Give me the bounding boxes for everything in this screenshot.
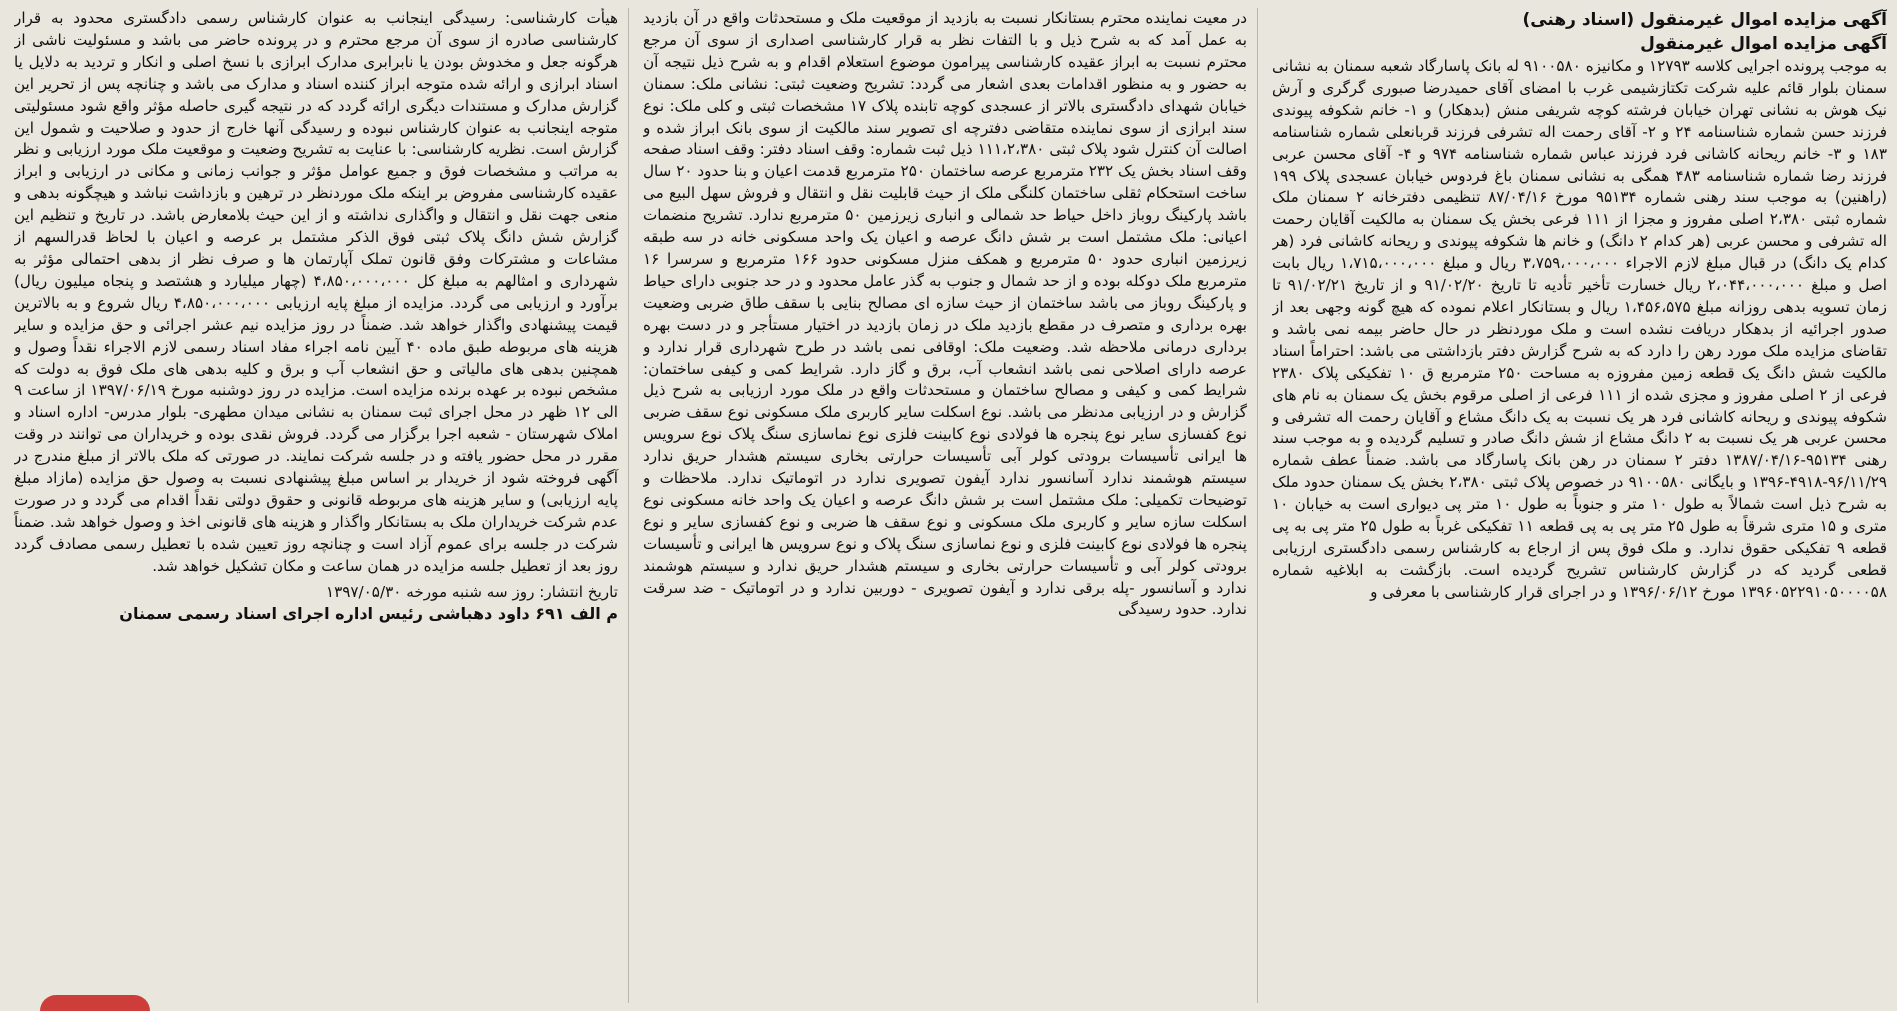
notice-title-secondary: آگهی مزایده اموال غیرمنقول (1640, 34, 1887, 54)
publish-date: تاریخ انتشار: روز سه شنبه مورخه ۱۳۹۷/۰۵/۳۰ (325, 582, 618, 601)
column-middle-text: در معیت نماینده محترم بستانکار نسبت به بازدید از موقعیت ملک و مستحدثات واقع در آن بازدید به عمل آمد که به شرح ذیل و با التفات نظر به قرار کارشناسی اصداری از سوی آن مرجع محترم نسبت به ابراز عقیده کارشناسی پیرامون موضوع استعلام اقدام و به شرح ذیل نتیجه آن به حضور و به منظور اقدامات بعدی اشعار می گردد: تشریح وضعیت ثبتی: نشانی ملک: سمنان خیابان شهدای دادگستری بالاتر از عسجدی کوچه تابنده پلاک ۱۷ مشخصات ثبتی و کلی ملک: نوع سند ابرازی از سوی نماینده متقاضی دفترچه ای تصویر سند مالکیت از سوی بانک ابراز شده و اصالت آن کنترل شود پلاک ثبتی ۱۱۱،۲،۳۸۰ ذیل ثبت شماره: وقف اسناد دفتر: وقف اسناد صفحه وقف اسناد بخش یک ۲۳۲ مترمربع عرصه ساختمان ۲۵۰ مترمربع قدمت اعیان و بنا حدود ۲۰ سال ساخت استحکام ثقلی ساختمان کلنگی ملک از حیث قابلیت نقل و انتقال و فروش سهل البیع می باشد پارکینگ روباز داخل حیاط حد شمالی و انباری زیرزمین ۵۰ مترمربع ندارد. تشریح منضمات اعیانی: ملک مشتمل است بر شش دانگ عرصه و اعیان یک واحد مسکونی خانه در سه طبقه زیرزمین انباری حدود ۵۰ مترمربع و همکف منزل مسکونی حدود ۱۶۶ مترمربع و سرسرا ۱۶ مترمربع ملک دوکله بوده و از حد شمال و جنوب به گذر عامل محدود و در حد جنوبی دارای حیاط و پارکینگ روباز می باشد ساختمان از حیث سازه ای مصالح بنایی با سقف طاق ضربی وضعیت بهره برداری و متصرف در مقطع بازدید ملک در زمان بازدید در اختیار مستأجر و در دست بهره برداری درمانی ملاحظه شد. وضعیت ملک: اوقافی نمی باشد در طرح شهرداری قرار ندارد و عرصه دارای اصلاحی نمی باشد انشعاب آب، برق و گاز دارد. شرایط کمی و کیفی ساختمان: شرایط کمی و کیفی و مصالح ساختمان و مستحدثات واقع در ملک مورد ارزیابی به شرح ذیل گزارش و در ارزیابی مدنظر می باشد. نوع اسکلت سایر کاربری ملک مسکونی نوع سقف ضربی نوع کفسازی سایر نوع پنجره ها فولادی نوع کابینت فلزی نوع نماسازی سنگ پلاک نوع سرویس ها ایرانی تأسیسات برودتی کولر آبی تأسیسات حرارتی بخاری سیستم هشدار حریق ندارد سیستم هوشمند ندارد آسانسور ندارد آیفون تصویری ندارد در اتوماتیک ندارد. ملاحظات و توضیحات تکمیلی: ملک مشتمل است بر شش دانگ عرصه و اعیان یک واحد خانه مسکونی نوع اسکلت سازه سایر و کاربری ملک مسکونی و نوع سقف ها ضربی و نوع کفسازی سایر و نوع پنجره ها فولادی نوع کابینت فلزی و نوع نماسازی سنگ پلاک و نوع سرویس ها ایرانی و تأسیسات برودتی کولر آبی و تأسیسات حرارتی بخاری و سیستم هشدار حریق ندارد و سیستم هوشمند ندارد و آسانسور -پله برقی ندارد و آیفون تصویری - دوربین ندارد و در اتوماتیک - ضد سرقت ندارد. حدود رسیدگی (643, 9, 1248, 619)
column-middle (643, 8, 1258, 1003)
red-stamp-mark (40, 995, 150, 1011)
signature-line: م الف ۶۹۱ داود دهباشی رئیس اداره اجرای اسناد رسمی سمنان (119, 604, 618, 624)
column-left (14, 8, 629, 1003)
column-right-text: به موجب پرونده اجرایی کلاسه ۱۲۷۹۳ و مکانیزه ۹۱۰۰۵۸۰ له بانک پاسارگاد شعبه سمنان به نشانی سمنان بلوار قائم علیه شرکت تکتازشیمی غرب با امضای آقای حمیدرضا صبوری گرگری و آرش نیک هوش به نشانی تهران خیابان فرشته کوچه شریفی منش (بدهکار) و ۱- خانم شکوفه پیوندی فرزند حسن شماره شناسنامه ۲۴ و ۲- آقای رحمت اله تشرفی فرزند قربانعلی شماره شناسنامه ۱۸۳ و ۳- خانم ریحانه کاشانی فرد فرزند عباس شماره شناسنامه ۹۷۴ و ۴- آقای محسن عربی فرزند رضا شماره شناسنامه ۴۸۳ همگی به نشانی سمنان باغ فردوس خیابان عسجدی پلاک ۱۹۹ (راهنین) به موجب سند رهنی شماره ۹۵۱۳۴ مورخ ۸۷/۰۴/۱۶ تنظیمی دفترخانه ۲ سمنان ملک شماره ثبتی ۲،۳۸۰ اصلی مفروز و مجزا از ۱۱۱ فرعی بخش یک سمنان به مالکیت آقایان رحمت اله تشرفی و محسن عربی (هر کدام ۲ دانگ) و خانم ها شکوفه پیوندی و ریحانه کاشانی فرد (هر کدام یک دانگ) در قبال مبلغ لازم الاجراء ۳،۷۵۹،۰۰۰،۰۰۰ ریال و مبلغ ۱،۷۱۵،۰۰۰،۰۰۰ ریال بابت اصل و مبلغ ۲،۰۴۴،۰۰۰،۰۰۰ ریال خسارت تأخیر تأدیه تا تاریخ ۹۱/۰۲/۲۰ و از تاریخ ۹۱/۰۲/۲۱ تا زمان تسویه بدهی روزانه مبلغ ۱،۴۵۶،۵۷۵ ریال و بستانکار اعلام نموده که هیچ گونه وجهی بعد از صدور اجرائیه از بدهکار دریافت نشده است و ملک موردنظر در حال حاضر بیمه نمی باشد و تقاضای مزایده ملک مورد رهن را دارد که به شرح گزارش دفتر بازداشتی می باشد: احتراماً اسناد مالکیت شش دانگ یک قطعه زمین مفروزه به مساحت ۲۵۰ مترمربع ق ۱۰ تفکیکی پلاک ۲۳۸۰ فرعی از ۲ اصلی مفروز و مجزی شده از ۱۱۱ فرعی از اصلی مرقوم بخش یک سمنان به نام های شکوفه پیوندی و ریحانه کاشانی فرد هر یک نسبت به یک دانگ مشاع و آقایان رحمت اله تشرفی و محسن عربی هر یک نسبت به ۲ دانگ مشاع از شش دانگ صادر و تسلیم گردیده و به موجب سند رهنی ۹۵۱۳۴-۱۳۸۷/۰۴/۱۶ دفتر ۲ سمنان در رهن بانک پاسارگاد می باشد. ضمناً عطف شماره ۹۶/۱۱/۲۹-۴۹۱۸-۱۳۹۶ و بایگانی ۹۱۰۰۵۸۰ در خصوص پلاک ثبتی ۲،۳۸۰ بخش یک سمنان حدود ملک به شرح ذیل است شمالاً به طول ۱۰ متر و جنوباً به طول ۱۰ متر پی دیواری است به خیابان ۱۰ متری و ۱۵ متری شرقاً به طول ۲۵ متر پی به پی قطعه ۱۱ تفکیکی غرباً به طول ۲۵ متر پی به پی قطعه ۹ تفکیکی حقوق ندارد. و ملک فوق پس از ارجاع به کارشناس رسمی دادگستری ارزیابی قطعی گردید که در گزارش کارشناس تشریح گردیده است. بازگشت به ابلاغیه شماره ۱۳۹۶۰۵۲۲۹۱۰۵۰۰۰۰۵۸ مورخ ۱۳۹۶/۰۶/۱۲ و در اجرای قرار کارشناسی با معرفی و (1272, 57, 1887, 601)
notice-footer (14, 582, 618, 626)
notice-title-primary: آگهی مزایده اموال غیرمنقول (اسناد رهنی) (1522, 10, 1887, 30)
column-left-text: هیأت کارشناسی: رسیدگی اینجانب به عنوان کارشناس رسمی دادگستری محدود به قرار کارشناسی صادره از سوی آن مرجع محترم و در پرونده حاضر می باشد و مسئولیت ناشی از هرگونه جعل و مخدوش بودن یا نابرابری مدارک ابرازی با نسخ اصلی و انکار و تردید به دلایل یا اسناد ابرازی و ارائه شده متوجه ابراز کننده اسناد و مدارک می باشد و چنانچه پس از تحریر این گزارش مدارک و مستندات دیگری ارائه گردد که در نتیجه گیری حاصله مؤثر واقع شود مسئولیتی متوجه اینجانب به عنوان کارشناس نبوده و رسیدگی آنها خارج از حدود و صلاحیت و شمول این گزارش است. نظریه کارشناسی: با عنایت به تشریح وضعیت و موقعیت ملک مورد ارزیابی و نظر به مراتب و مشخصات فوق و جمیع عوامل مؤثر و جوانب زمانی و مکانی در ارزیابی و ابراز عقیده کارشناسی مفروض بر اینکه ملک موردنظر در ترهین و بازداشت نباشد و هیچگونه بدهی و منعی جهت نقل و انتقال و واگذاری نداشته و از این حیث بلامعارض باشد. در تاریخ و تنظیم این گزارش شش دانگ پلاک ثبتی فوق الذکر مشتمل بر عرصه و اعیان با لحاظ قدرالسهم از مشاعات و مشترکات وفق قانون تملک آپارتمان ها و صرف نظر از بدهی احتمالی مؤثر به شهرداری و امثالهم به مبلغ کل ۴،۸۵۰،۰۰۰،۰۰۰ (چهار میلیارد و هشتصد و پنجاه میلیون ریال) برآورد و ارزیابی می گردد. مزایده از مبلغ پایه ارزیابی ۴،۸۵۰،۰۰۰،۰۰۰ ریال شروع و به بالاترین قیمت پیشنهادی واگذار خواهد شد. ضمناً در روز مزایده نیم عشر اجرائی و حق مزایده و سایر هزینه های مربوطه طبق ماده ۴۰ آیین نامه اجراء مفاد اسناد رسمی لازم الاجراء نقداً وصول و همچنین بدهی های مالیاتی و حق انشعاب آب و برق و کلیه بدهی های ملک فوق به دولت که مشخص نبوده بر عهده برنده مزایده است. مزایده در روز دوشنبه مورخ ۱۳۹۷/۰۶/۱۹ از ساعت ۹ الی ۱۲ ظهر در محل اجرای ثبت سمنان به نشانی میدان مطهری- بلوار مدرس- اداره اسناد و املاک شهرستان - شعبه اجرا برگزار می گردد. فروش نقدی بوده و خریداران می توانند در وقت مقرر در محل حضور یافته و در جلسه شرکت نمایند. در صورتی که ملک بالاتر از مبلغ مندرج در آگهی فروخته شود از خریدار بر اساس مبلغ پیشنهادی نسبت به وصول حق مزایده (مازاد مبلغ پایه ارزیابی) و سایر هزینه های مربوطه قانونی و حقوق دولتی نقداً اقدام می گردد و در صورت عدم شرکت خریداران ملک به بستانکار واگذار و هزینه های قانونی اخذ و وصول خواهد شد. ضمناً شرکت در جلسه برای عموم آزاد است و چنانچه روز تعیین شده با تعطیل رسمی مصادف گردد روز بعد از تعطیل جلسه مزایده در همان ساعت و مکان تشکیل خواهد شد. (14, 9, 619, 575)
column-right (1272, 8, 1887, 1003)
